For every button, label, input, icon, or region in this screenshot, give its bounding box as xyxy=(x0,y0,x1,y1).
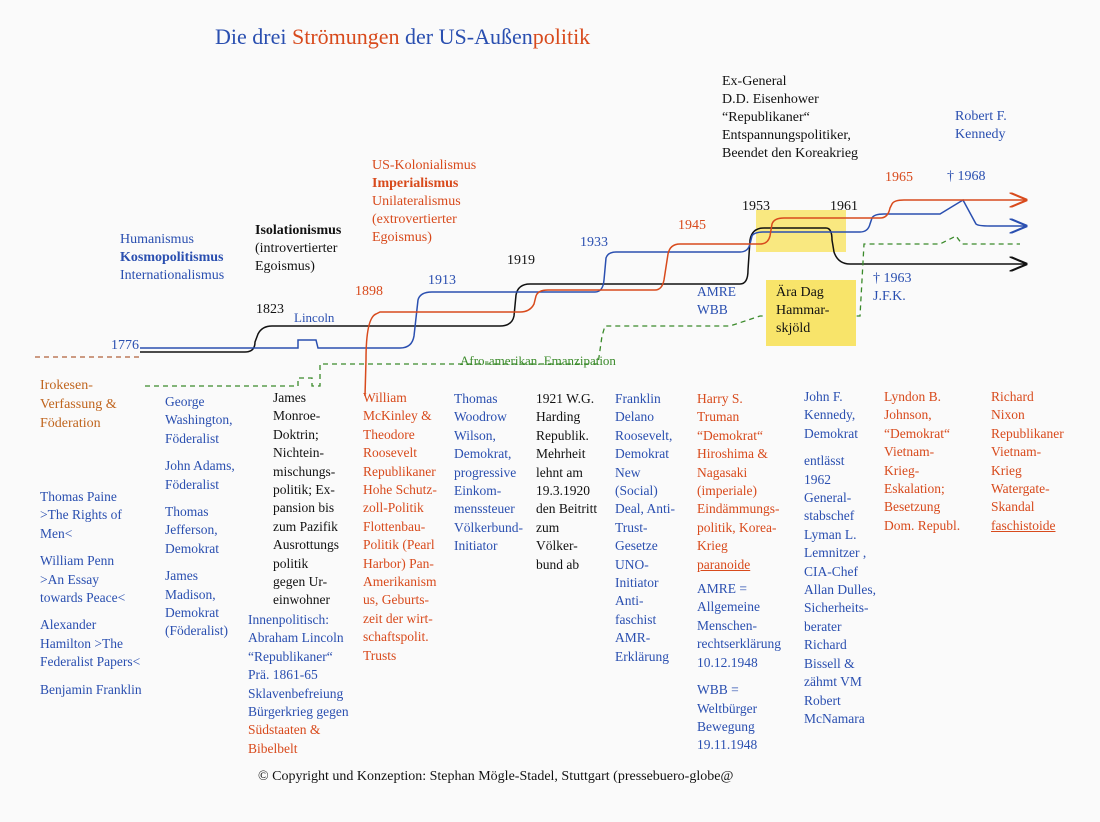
col-line: AMR- xyxy=(615,630,651,646)
col-line: Bewegung xyxy=(697,718,755,734)
amre-wbb-label xyxy=(697,283,736,320)
col-line: Eindämmungs- xyxy=(697,501,780,517)
col-line: Hiroshima & xyxy=(697,446,768,462)
col-line: (Social) xyxy=(615,483,658,499)
col-line: progressive xyxy=(454,464,517,480)
column-monroe xyxy=(273,389,339,610)
col-line: Roosevelt, xyxy=(615,427,673,443)
year-1919: 1919 xyxy=(507,253,535,268)
red-stream-line-5: Egoismus) xyxy=(372,230,432,245)
col-line: Richard xyxy=(804,637,847,653)
col-line: zoll-Politik xyxy=(363,500,424,516)
year-1776: 1776 xyxy=(111,338,139,353)
year-1823: 1823 xyxy=(256,302,284,317)
col-line: Weltbürger xyxy=(697,700,758,716)
col-line: gegen Ur- xyxy=(273,574,328,590)
black-stream-line-1: Isolationismus xyxy=(255,223,342,238)
col-line: Bissell & xyxy=(804,655,855,671)
col-line: einwohner xyxy=(273,592,330,608)
col-line: Thomas xyxy=(454,391,498,406)
col-line: Watergate- xyxy=(991,481,1050,497)
col-line: Theodore xyxy=(363,426,415,442)
col-line: Völker- xyxy=(536,538,578,554)
col-line: Harry S. xyxy=(697,391,743,406)
col-line: Monroe- xyxy=(273,408,321,424)
col-line: Vietnam- xyxy=(884,444,935,460)
column-lincoln xyxy=(248,611,349,758)
col-line: Men< xyxy=(40,525,73,541)
hammarskjold-box xyxy=(766,280,856,346)
col-line: Franklin xyxy=(615,391,661,406)
column-washington xyxy=(165,393,235,641)
col-line: Trust- xyxy=(615,519,648,535)
col-line: Amerikanism xyxy=(363,574,437,590)
col-line: George xyxy=(165,394,205,409)
col-line: James xyxy=(273,390,306,405)
year-1913: 1913 xyxy=(428,273,456,288)
col-line: faschistoide xyxy=(991,517,1056,533)
col-line: Doktrin; xyxy=(273,426,319,442)
col-line: Thomas xyxy=(165,504,209,520)
col-line: Föderation xyxy=(40,416,101,431)
col-line: AMRE = xyxy=(697,581,747,597)
col-line: entlässt xyxy=(804,453,845,469)
col-line: Woodrow xyxy=(454,409,507,425)
title-part-1: Die drei xyxy=(215,24,292,49)
col-line: Krieg xyxy=(991,462,1022,478)
col-line: Republik. xyxy=(536,427,589,443)
col-line: Initiator xyxy=(454,538,498,554)
col-line: Föderalist xyxy=(165,476,219,492)
col-line: Madison, xyxy=(165,586,216,602)
year-1953: 1953 xyxy=(742,199,770,214)
title-part-2: Strömungen xyxy=(291,24,400,49)
column-wilson xyxy=(454,390,523,556)
column-harding xyxy=(536,390,597,574)
col-line: paranoide xyxy=(697,556,751,572)
col-line: Thomas Paine xyxy=(40,489,117,504)
hammarskjold-line: skjöld xyxy=(776,321,811,336)
col-line: John F. xyxy=(804,389,843,404)
col-line: 19.11.1948 xyxy=(697,737,758,753)
col-line: Alexander xyxy=(40,617,97,633)
col-line: WBB = xyxy=(697,682,739,698)
col-line: Innenpolitisch: xyxy=(248,612,329,627)
col-line: 19.3.1920 xyxy=(536,483,590,499)
column-nixon xyxy=(991,388,1064,535)
col-line: Deal, Anti- xyxy=(615,501,675,517)
lincoln-label: Lincoln xyxy=(294,310,335,325)
title-part-4: politik xyxy=(532,24,591,49)
col-line: “Republikaner“ xyxy=(248,648,333,664)
col-line: Truman xyxy=(697,409,740,425)
col-line: Bürgerkrieg gegen xyxy=(248,704,349,720)
col-line: Irokesen- xyxy=(40,378,93,393)
col-line: Gesetze xyxy=(615,538,658,554)
col-line: Republikaner xyxy=(991,425,1064,441)
rfk-note xyxy=(955,108,1007,144)
col-line: Johnson, xyxy=(884,407,932,423)
col-line: 10.12.1948 xyxy=(697,654,758,670)
col-line: zähmt VM xyxy=(804,674,862,690)
red-stream-line-2: Imperialismus xyxy=(372,176,459,191)
col-line: Sicherheits- xyxy=(804,600,869,616)
col-line: UNO- xyxy=(615,556,649,572)
col-line: William Penn xyxy=(40,553,115,569)
col-line: Demokrat, xyxy=(454,446,512,462)
col-line: “Demokrat“ xyxy=(697,427,763,443)
col-line: Völkerbund- xyxy=(454,519,523,535)
red-stream-label xyxy=(372,157,476,247)
col-line: Demokrat xyxy=(165,605,219,621)
col-line: Erklärung xyxy=(615,648,669,664)
year-1945: 1945 xyxy=(678,218,706,233)
col-line: McKinley & xyxy=(363,408,432,424)
col-line: Hohe Schutz- xyxy=(363,482,437,498)
col-line: politik, Korea- xyxy=(697,519,777,535)
col-line: Allgemeine xyxy=(697,599,760,615)
eisenhower-line: Beendet den Koreakrieg xyxy=(722,146,859,161)
eisenhower-line: Ex-General xyxy=(722,74,787,89)
col-line: John Adams, xyxy=(165,458,235,474)
col-line: stabschef xyxy=(804,508,855,524)
col-line: Einkom- xyxy=(454,483,502,499)
col-line: Föderalist xyxy=(165,430,219,446)
year-1898: 1898 xyxy=(355,284,383,299)
col-line: (imperiale) xyxy=(697,483,757,499)
col-line: Washington, xyxy=(165,412,233,428)
year-1968: † 1968 xyxy=(947,169,986,184)
col-line: Politik (Pearl xyxy=(363,537,435,553)
column-truman xyxy=(697,390,781,755)
col-line: Lemnitzer , xyxy=(804,545,867,561)
copyright-notice: © Copyright und Konzeption: Stephan Mögle-Stadel, Stuttgart (pressebuero-globe@ xyxy=(258,769,734,784)
col-line: Harding xyxy=(536,409,581,425)
col-line: Richard xyxy=(991,389,1034,404)
col-line: Hamilton >The xyxy=(40,635,123,651)
col-line: Harbor) Pan- xyxy=(363,555,434,571)
col-line: zum Pazifik xyxy=(273,518,338,534)
afro-emancipation-label: Afro-amerikan. Emanzipation xyxy=(460,353,616,368)
col-line: politik; Ex- xyxy=(273,482,335,498)
eisenhower-line: “Republikaner“ xyxy=(722,110,810,125)
col-line: Sklavenbefreiung xyxy=(248,685,344,701)
col-line: “Demokrat“ xyxy=(884,425,950,441)
eisenhower-note xyxy=(722,73,858,163)
col-line: politik xyxy=(273,555,309,571)
year-1961: 1961 xyxy=(830,199,858,214)
col-line: den Beitritt xyxy=(536,501,598,517)
col-line: Trusts xyxy=(363,647,397,663)
col-line: Wilson, xyxy=(454,427,496,443)
eisenhower-line: Entspannungspolitiker, xyxy=(722,128,851,143)
blue-stream-label xyxy=(120,231,224,285)
col-line: Eskalation; xyxy=(884,481,945,497)
col-line: bund ab xyxy=(536,556,580,572)
col-line: berater xyxy=(804,618,842,634)
hammarskjold-line: Ära Dag xyxy=(776,285,824,300)
hammarskjold-line: Hammar- xyxy=(776,303,830,318)
col-line: lehnt am xyxy=(536,464,583,480)
col-line: zeit der wirt- xyxy=(363,610,433,626)
col-line: us, Geburts- xyxy=(363,592,429,608)
col-line: Vietnam- xyxy=(991,444,1042,460)
column-paine xyxy=(40,488,142,699)
col-line: Flottenbau- xyxy=(363,518,426,534)
col-line: Lyndon B. xyxy=(884,389,942,404)
col-line: Skandal xyxy=(991,499,1035,515)
col-line: Abraham Lincoln xyxy=(248,630,344,646)
col-line: >The Rights of xyxy=(40,507,122,523)
col-line: zum xyxy=(536,519,560,535)
rfk-line: Kennedy xyxy=(955,127,1006,142)
col-line: Benjamin Franklin xyxy=(40,681,142,697)
blue-stream-line-3: Internationalismus xyxy=(120,268,225,283)
red-stream-line-3: Unilateralismus xyxy=(372,194,461,209)
col-line: Federalist Papers< xyxy=(40,654,141,670)
col-line: menssteuer xyxy=(454,501,515,517)
wbb-label: WBB xyxy=(697,302,728,318)
year-1965: 1965 xyxy=(885,170,913,185)
col-line: Menschen- xyxy=(697,617,757,633)
column-kennedy xyxy=(804,388,876,728)
col-line: Delano xyxy=(615,409,654,425)
col-line: Kennedy, xyxy=(804,407,856,423)
col-line: Krieg- xyxy=(884,462,920,478)
col-line: Mehrheit xyxy=(536,446,586,462)
col-line: Bibelbelt xyxy=(248,740,298,756)
col-line: Verfassung & xyxy=(40,397,117,412)
col-line: General- xyxy=(804,490,852,506)
jfk-death-label xyxy=(873,270,912,306)
col-line: Dom. Republ. xyxy=(884,517,961,533)
column-mckinley xyxy=(363,389,437,665)
amre-label: AMRE xyxy=(697,284,737,299)
col-line: rechtserklärung xyxy=(697,636,781,652)
col-line: Besetzung xyxy=(884,499,941,515)
col-line: Ausrottungs xyxy=(273,537,340,553)
title-part-3: der US-Außen xyxy=(399,24,533,49)
col-line: towards Peace< xyxy=(40,590,126,606)
black-stream-line-2: (introvertierter xyxy=(255,241,338,256)
col-line: Lyman L. xyxy=(804,526,857,542)
col-line: New xyxy=(615,464,641,480)
col-line: pansion bis xyxy=(273,500,335,516)
col-line: mischungs- xyxy=(273,463,336,479)
col-line: Nagasaki xyxy=(697,464,748,480)
jfk-label: J.F.K. xyxy=(873,289,906,304)
col-line: James xyxy=(165,568,198,584)
col-line: schaftspolit. xyxy=(363,629,429,645)
col-line: Demokrat xyxy=(804,425,858,441)
col-line: Allan Dulles, xyxy=(804,582,876,598)
col-line: CIA-Chef xyxy=(804,563,858,579)
col-line: Robert xyxy=(804,692,841,708)
column-irokesen xyxy=(40,376,117,433)
red-stream-line-4: (extrovertierter xyxy=(372,212,457,227)
blue-stream-line-1: Humanismus xyxy=(120,232,194,247)
col-line: McNamara xyxy=(804,710,865,726)
col-line: Prä. 1861-65 xyxy=(248,667,318,683)
black-stream-label xyxy=(255,222,341,276)
col-line: Jefferson, xyxy=(165,522,218,538)
col-line: Südstaaten & xyxy=(248,722,321,738)
col-line: Anti- xyxy=(615,593,644,609)
column-fdr xyxy=(615,390,675,666)
col-line: Krieg xyxy=(697,538,728,554)
red-stream-line-1: US-Kolonialismus xyxy=(372,158,477,173)
col-line: Nixon xyxy=(991,407,1025,423)
col-line: (Föderalist) xyxy=(165,623,228,639)
col-line: 1962 xyxy=(804,471,831,487)
col-line: 1921 W.G. xyxy=(536,391,595,406)
col-line: Roosevelt xyxy=(363,445,417,461)
col-line: faschist xyxy=(615,611,657,627)
col-line: Demokrat xyxy=(615,446,669,462)
year-1933: 1933 xyxy=(580,235,608,250)
col-line: >An Essay xyxy=(40,571,99,587)
col-line: Republikaner xyxy=(363,463,436,479)
rfk-line: Robert F. xyxy=(955,109,1007,124)
col-line: Initiator xyxy=(615,575,659,591)
blue-stream-line-2: Kosmopolitismus xyxy=(120,250,224,265)
col-line: Nichtein- xyxy=(273,445,324,461)
col-line: Demokrat xyxy=(165,540,219,556)
eisenhower-line: D.D. Eisenhower xyxy=(722,92,819,107)
year-1963: † 1963 xyxy=(873,271,912,286)
black-stream-line-3: Egoismus) xyxy=(255,259,315,274)
column-johnson xyxy=(884,388,960,535)
col-line: William xyxy=(363,390,407,405)
